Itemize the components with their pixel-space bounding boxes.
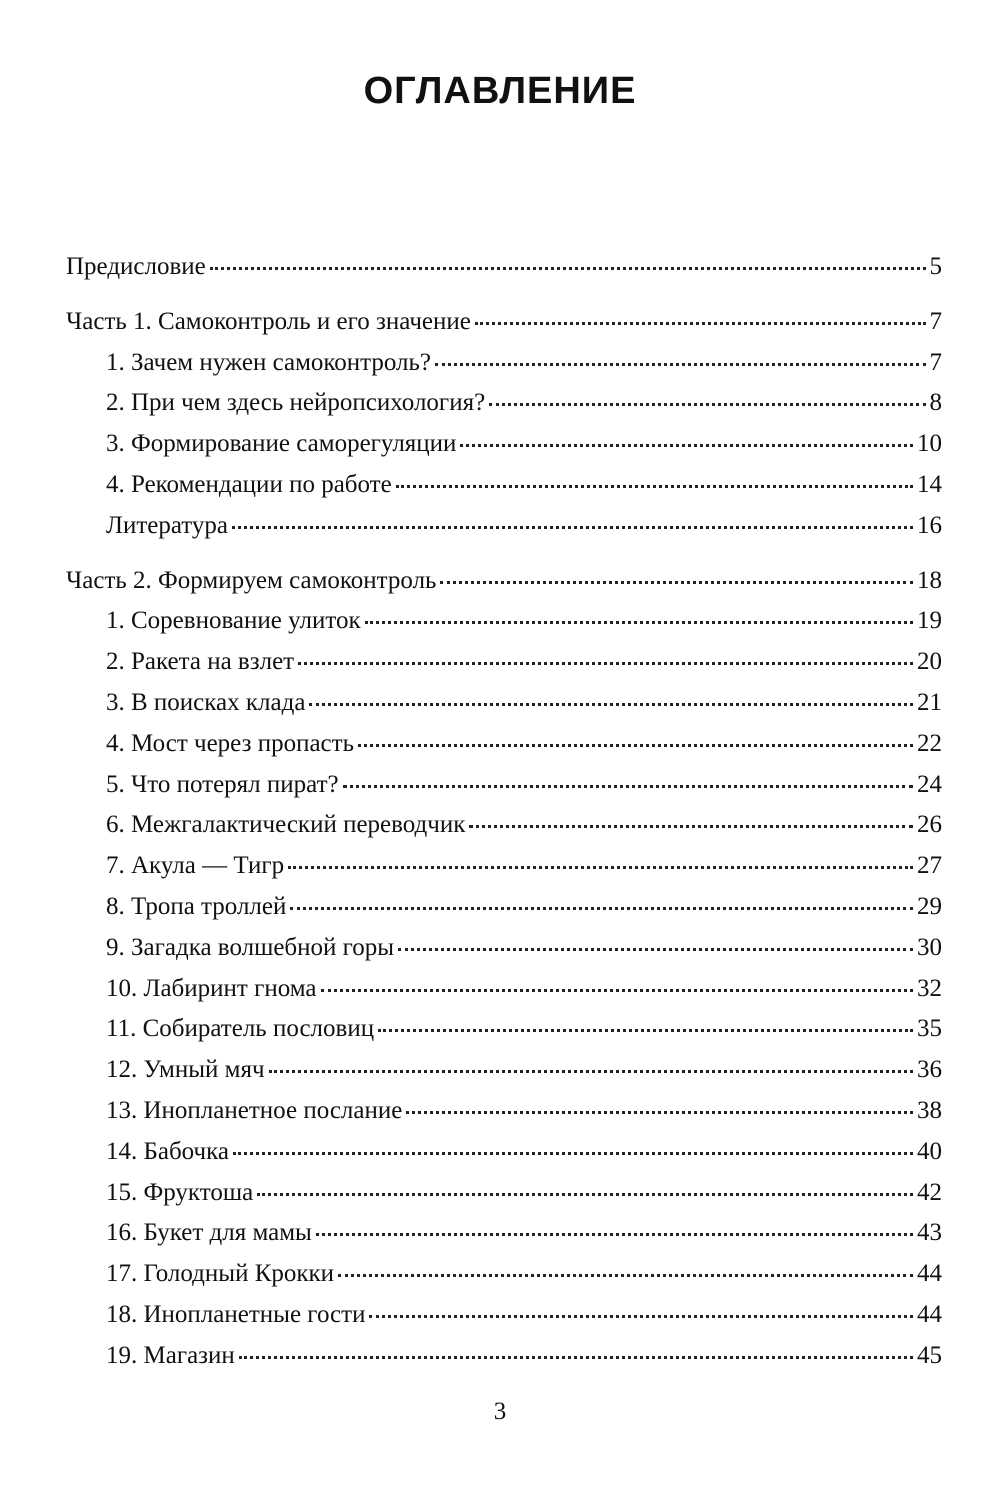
toc-entry-label: 15. Фруктоша: [106, 1178, 254, 1206]
toc-entry-label: Часть 2. Формируем самоконтроль: [66, 566, 437, 594]
toc-subentry: [66, 730, 942, 771]
toc-entry-label: 8. Тропа троллей: [106, 892, 287, 920]
dot-leader: [475, 322, 926, 325]
dot-leader: [232, 526, 913, 529]
toc-entry-label: 18. Инопланетные гости: [106, 1300, 366, 1328]
toc-entry-page: 14: [917, 470, 942, 498]
dot-leader: [369, 1315, 913, 1318]
toc-subentry: [66, 689, 942, 730]
toc-entry-page: 27: [917, 852, 942, 880]
toc-entry-label: 13. Инопланетное послание: [106, 1096, 403, 1124]
toc-subentry: [66, 648, 942, 689]
toc-subentry: [66, 607, 942, 648]
table-of-contents: [66, 253, 942, 1397]
toc-entry-label: 2. При чем здесь нейропсихология?: [106, 389, 486, 417]
toc-entry-label: 4. Рекомендации по работе: [106, 470, 392, 498]
page-title: ОГЛАВЛЕНИЕ: [363, 70, 637, 112]
toc-subentry: [66, 1015, 942, 1056]
toc-section: [66, 253, 942, 294]
toc-entry-label: 3. Формирование саморегуляции: [106, 430, 457, 458]
dot-leader: [358, 744, 913, 747]
dot-leader: [343, 785, 913, 788]
toc-entry-page: 8: [929, 389, 942, 417]
toc-subentry: [66, 1179, 942, 1220]
toc-entry-label: 1. Соревнование улиток: [106, 607, 361, 635]
toc-entry-label: 4. Мост через пропасть: [106, 729, 354, 757]
dot-leader: [210, 267, 926, 270]
toc-entry-page: 16: [917, 511, 942, 539]
dot-leader: [406, 1111, 913, 1114]
dot-leader: [338, 1274, 913, 1277]
toc-subentry: [66, 1056, 942, 1097]
dot-leader: [269, 1070, 913, 1073]
toc-entry-page: 42: [917, 1178, 942, 1206]
toc-entry-page: 7: [929, 348, 942, 376]
toc-subentry: [66, 1301, 942, 1342]
toc-entry-label: 1. Зачем нужен самоконтроль?: [106, 348, 432, 376]
toc-entry-page: 22: [917, 729, 942, 757]
toc-entry-label: Часть 1. Самоконтроль и его значение: [66, 307, 471, 335]
dot-leader: [309, 703, 913, 706]
toc-entry-page: 26: [917, 811, 942, 839]
toc-subentry: [66, 430, 942, 471]
toc-entry-label: 16. Букет для мамы: [106, 1219, 312, 1247]
toc-entry-page: 45: [917, 1341, 942, 1369]
dot-leader: [398, 948, 913, 951]
toc-subentry: [66, 934, 942, 975]
toc-subentry: [66, 1097, 942, 1138]
toc-entry-label: 14. Бабочка: [106, 1137, 229, 1165]
toc-entry-label: 3. В поисках клада: [106, 688, 306, 716]
dot-leader: [469, 825, 913, 828]
dot-leader: [378, 1029, 913, 1032]
toc-entry-page: 32: [917, 974, 942, 1002]
toc-entry-page: 21: [917, 688, 942, 716]
toc-subentry: [66, 811, 942, 852]
toc-entry-page: 36: [917, 1056, 942, 1084]
toc-subentry: [66, 771, 942, 812]
toc-entry-page: 18: [917, 566, 942, 594]
toc-entry-page: 38: [917, 1096, 942, 1124]
toc-subentry: [66, 1138, 942, 1179]
toc-entry-page: 5: [929, 253, 942, 280]
dot-leader: [290, 907, 913, 910]
toc-entry-label: 6. Межгалактический переводчик: [106, 811, 466, 839]
toc-subentry: [66, 1342, 942, 1383]
toc-entry-page: 20: [917, 648, 942, 676]
toc-entry: [66, 253, 942, 294]
toc-subentry: [66, 975, 942, 1016]
toc-subentry: [66, 349, 942, 390]
dot-leader: [316, 1233, 913, 1236]
toc-entry: [66, 567, 942, 608]
toc-entry-page: 10: [917, 430, 942, 458]
toc-subentry: [66, 893, 942, 934]
toc-entry-label: 10. Лабиринт гнома: [106, 974, 317, 1002]
toc-subentry: [66, 852, 942, 893]
dot-leader: [435, 363, 925, 366]
toc-entry-label: Литература: [106, 511, 228, 539]
dot-leader: [239, 1356, 913, 1359]
toc-entry: [66, 308, 942, 349]
toc-entry-label: 11. Собиратель пословиц: [106, 1015, 375, 1043]
toc-section: [66, 308, 942, 553]
page-number: 3: [493, 1398, 507, 1425]
toc-subentry: [66, 389, 942, 430]
toc-subentry: [66, 1260, 942, 1301]
toc-entry-page: 35: [917, 1015, 942, 1043]
toc-entry-label: 9. Загадка волшебной горы: [106, 933, 395, 961]
dot-leader: [396, 485, 913, 488]
dot-leader: [298, 662, 913, 665]
toc-entry-page: 40: [917, 1137, 942, 1165]
toc-entry-page: 7: [929, 307, 942, 335]
toc-entry-label: 12. Умный мяч: [106, 1056, 265, 1084]
toc-entry-page: 29: [917, 892, 942, 920]
dot-leader: [233, 1152, 913, 1155]
dot-leader: [460, 444, 913, 447]
toc-entry-page: 19: [917, 607, 942, 635]
dot-leader: [257, 1193, 913, 1196]
toc-entry-page: 24: [917, 770, 942, 798]
toc-entry-page: 30: [917, 933, 942, 961]
toc-section: [66, 567, 942, 1383]
toc-entry-label: Предисловие: [66, 253, 206, 280]
toc-entry-label: 19. Магазин: [106, 1341, 235, 1369]
toc-entry-label: 17. Голодный Крокки: [106, 1260, 335, 1288]
dot-leader: [440, 581, 913, 584]
dot-leader: [321, 989, 914, 992]
toc-entry-label: 5. Что потерял пират?: [106, 770, 339, 798]
toc-entry-label: 7. Акула — Тигр: [106, 852, 285, 880]
toc-entry-label: 2. Ракета на взлет: [106, 648, 295, 676]
dot-leader: [288, 866, 913, 869]
toc-entry-page: 44: [917, 1260, 942, 1288]
toc-entry-page: 43: [917, 1219, 942, 1247]
toc-subentry: [66, 471, 942, 512]
dot-leader: [489, 403, 925, 406]
toc-subentry: [66, 512, 942, 553]
dot-leader: [365, 621, 913, 624]
toc-subentry: [66, 1219, 942, 1260]
toc-entry-page: 44: [917, 1300, 942, 1328]
